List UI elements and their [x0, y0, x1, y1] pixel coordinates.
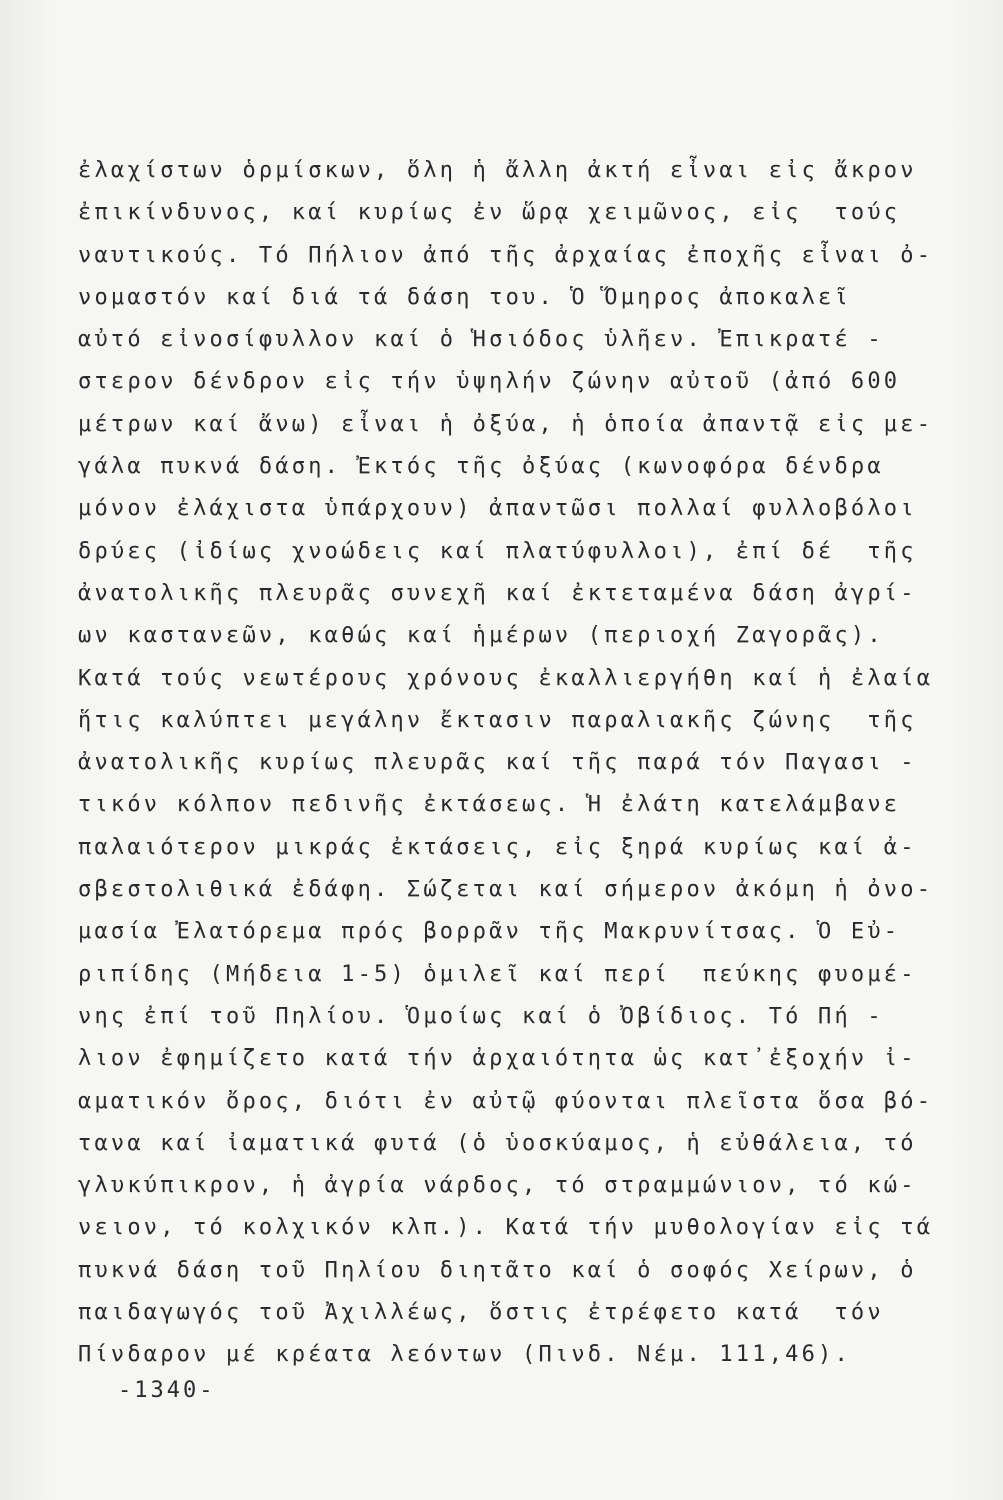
text-line: παιδαγωγός τοῦ Ἀχιλλέως, ὅστις ἐτρέφετο κατά τόν — [78, 1300, 884, 1326]
text-line: μόνον ἐλάχιστα ὑπάρχουν) ἀπαντῶσι πολλαί φυλλοβόλοι — [78, 496, 917, 522]
text-line: σβεστολιθικά ἐδάφη. Σώζεται καί σήμερον ἀκόμη ἡ ὀνο- — [78, 877, 934, 903]
text-line: Πίνδαρον μέ κρέατα λεόντων (Πινδ. Νέμ. 111,46). — [78, 1342, 851, 1368]
page-number: -1340- — [118, 1378, 216, 1403]
text-line: ων καστανεῶν, καθώς καί ἡμέρων (περιοχή Ζαγορᾶς). — [78, 623, 884, 649]
text-line: αματικόν ὄρος, διότι ἐν αὐτῷ φύονται πλεῖστα ὅσα βό- — [78, 1088, 934, 1114]
text-line: νης ἐπί τοῦ Πηλίου. Ὁμοίως καί ὁ Ὀβίδιος. Τό Πή - — [78, 1003, 884, 1029]
text-line: αὐτό εἰνοσίφυλλον καί ὁ Ἡσιόδος ὑλῆεν. Ἐπικρατέ - — [78, 327, 884, 353]
body-text — [78, 150, 968, 1377]
text-line: στερον δένδρον εἰς τήν ὑψηλήν ζώνην αὐτοῦ (ἀπό 600 — [78, 369, 901, 395]
text-line: παλαιότερον μικράς ἐκτάσεις, εἰς ξηρά κυρίως καί ἀ- — [78, 834, 917, 860]
text-line: πυκνά δάση τοῦ Πηλίου διητᾶτο καί ὁ σοφός Χείρων, ὁ — [78, 1257, 917, 1283]
text-line: μέτρων καί ἄνω) εἶναι ἡ ὀξύα, ἡ ὁποία ἀπαντᾷ εἰς με- — [78, 411, 934, 437]
text-line: ἥτις καλύπτει μεγάλην ἔκτασιν παραλιακῆς ζώνης τῆς — [78, 707, 917, 733]
text-line: μασία Ἐλατόρεμα πρός βορρᾶν τῆς Μακρυνίτσας. Ὁ Εὐ- — [78, 919, 901, 945]
text-line: τικόν κόλπον πεδινῆς ἐκτάσεως. Ἡ ἐλάτη κατελάμβανε — [78, 792, 901, 818]
text-line: νειον, τό κολχικόν κλπ.). Κατά τήν μυθολογίαν εἰς τά — [78, 1215, 934, 1241]
text-line: ἐλαχίστων ὁρμίσκων, ὅλη ἡ ἄλλη ἀκτή εἶναι εἰς ἄκρον — [78, 158, 917, 183]
text-line: ἀνατολικῆς πλευρᾶς συνεχῆ καί ἐκτεταμένα δάση ἀγρί- — [78, 580, 917, 606]
text-line: Κατά τούς νεωτέρους χρόνους ἐκαλλιεργήθη καί ἡ ἐλαία — [78, 665, 934, 691]
text-line: ριπίδης (Μήδεια 1-5) ὁμιλεῖ καί περί πεύκης φυομέ- — [78, 961, 917, 987]
text-line: δρύες (ἰδίως χνοώδεις καί πλατύφυλλοι), ἐπί δέ τῆς — [78, 538, 917, 564]
text-line: γάλα πυκνά δάση. Ἐκτός τῆς ὀξύας (κωνοφόρα δένδρα — [78, 454, 884, 480]
text-line: γλυκύπικρον, ἡ ἀγρία νάρδος, τό στραμμώνιον, τό κώ- — [78, 1173, 917, 1199]
text-line: λιον ἐφημίζετο κατά τήν ἀρχαιότητα ὡς κατ᾽ἐξοχήν ἰ- — [78, 1046, 917, 1072]
text-line: νομαστόν καί διά τά δάση του. Ὁ Ὅμηρος ἀποκαλεῖ — [78, 284, 851, 310]
text-line: ἀνατολικῆς κυρίως πλευρᾶς καί τῆς παρά τόν Παγασι - — [78, 750, 917, 776]
text-line: ἐπικίνδυνος, καί κυρίως ἐν ὥρᾳ χειμῶνος, εἰς τούς — [78, 200, 901, 226]
text-line: ναυτικούς. Τό Πήλιον ἀπό τῆς ἀρχαίας ἐποχῆς εἶναι ὀ- — [78, 242, 934, 268]
text-line: τανα καί ἰαματικά φυτά (ὁ ὑοσκύαμος, ἡ εὐθάλεια, τό — [78, 1130, 917, 1156]
